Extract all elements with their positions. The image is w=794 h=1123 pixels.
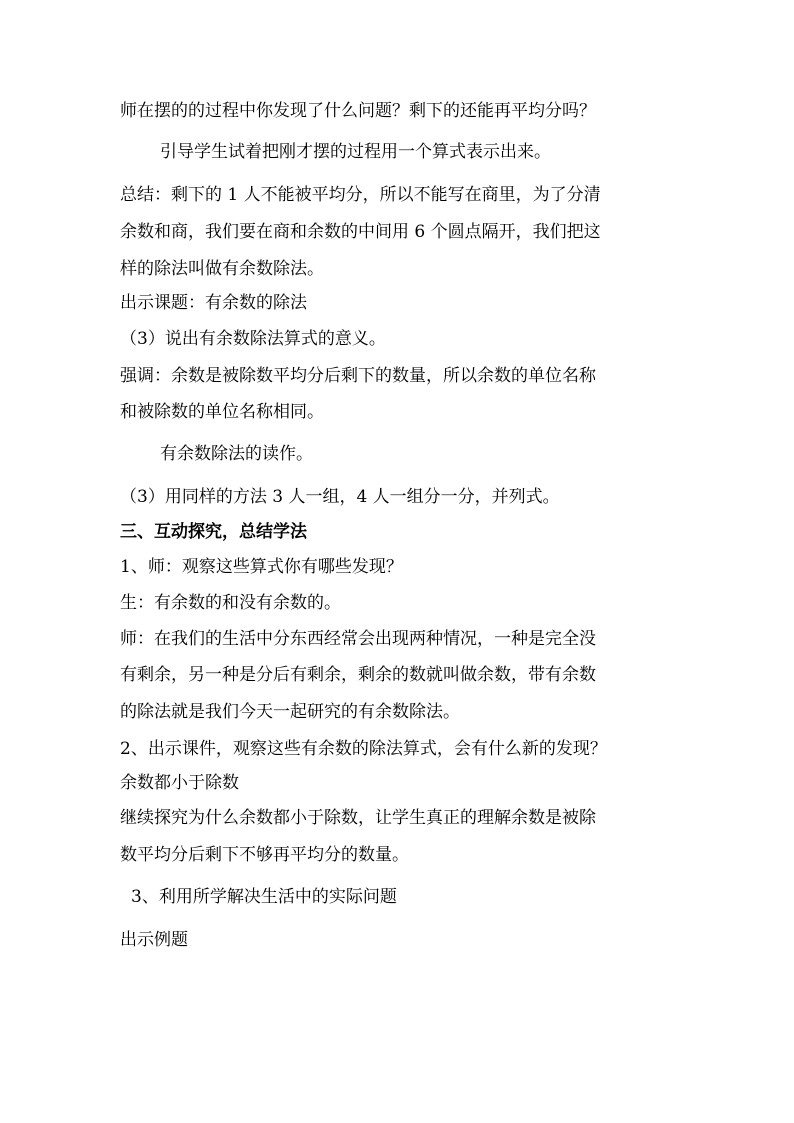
list-item: 2、出示课件，观察这些有余数的除法算式，会有什么新的发现？ [120,739,607,759]
paragraph-line: 的除法就是我们今天一起研究的有余数除法。 [120,702,460,722]
emphasis-line: 和被除数的单位名称相同。 [120,402,324,422]
paragraph-line: 继续探究为什么余数都小于除数，让学生真正的理解余数是被除 [120,808,596,828]
step-line: （3）用同样的方法 3 人一组，4 人一组分一分，并列式。 [120,487,560,507]
paragraph-line: 生：有余数的和没有余数的。 [120,593,341,613]
step-line: （3）说出有余数除法算式的意义。 [120,329,386,349]
summary-line: 余数和商，我们要在商和余数的中间用 6 个圆点隔开，我们把这 [120,222,601,242]
paragraph-line: 余数都小于除数 [120,773,239,793]
summary-line: 样的除法叫做有余数除法。 [120,259,324,279]
topic-line: 出示课题：有余数的除法 [120,293,307,313]
list-item: 1、师：观察这些算式你有哪些发现？ [120,557,403,577]
paragraph-line: 出示例题 [120,930,188,950]
list-item: 3、利用所学解决生活中的实际问题 [131,887,397,907]
paragraph-line: 有剩余，另一种是分后有剩余，剩余的数就叫做余数，带有余数 [120,665,596,685]
paragraph-line: 引导学生试着把刚才摆的过程用一个算式表示出来。 [160,142,551,162]
paragraph-line: 师在摆的的过程中你发现了什么问题？剩下的还能再平均分吗？ [120,101,596,121]
summary-line: 总结：剩下的 1 人不能被平均分，所以不能写在商里，为了分清 [120,185,601,205]
paragraph-line: 师：在我们的生活中分东西经常会出现两种情况，一种是完全没 [120,629,596,649]
paragraph-line: 有余数除法的读作。 [160,444,313,464]
section-heading: 三、互动探究，总结学法 [120,522,307,542]
emphasis-line: 强调：余数是被除数平均分后剩下的数量，所以余数的单位名称 [120,366,596,386]
paragraph-line: 数平均分后剩下不够再平均分的数量。 [120,845,409,865]
